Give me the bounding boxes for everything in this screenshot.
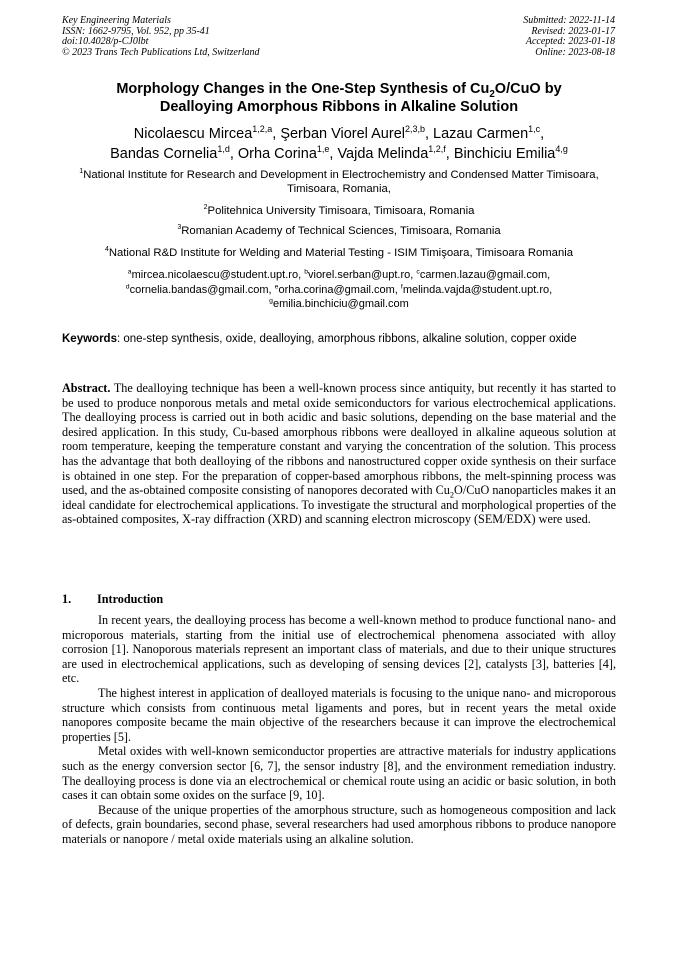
keywords [62,332,616,346]
section-heading [62,592,163,607]
email-link[interactable]: melinda.vajda@student.upt.ro [402,283,550,296]
section-title: Introduction [97,592,164,606]
paper-title: Morphology Changes in the One-Step Synthesis of $Cu_2O$/CuO by Dealloying Amorphous Ribbons in Alkaline Solution [116,81,562,115]
journal-header [62,16,260,58]
affiliation-4: $^4$National R&D Institute for Welding and Material Testing - ISIM Timişoara, Timisoara Romania [104,246,574,259]
paragraph: Metal oxides with well-known semiconductor properties are attractive materials for industry applications such as the energy conversion sector [6, 7], the sensor industry [8], and the environment remediation industry. The dealloying process is done via an electrochemical or chemical route using an acidic or basic solution, in both cases it can obtain some oxides on the surface [9, 10]. [62,744,616,803]
keywords-label: Keywords [62,333,117,345]
keywords-text: : one-step synthesis, oxide, dealloying, amorphous ribbons, alkaline solution, copper oxide [116,333,577,345]
journal-copyright: © 2023 Trans Tech Publications Ltd, Switzerland [62,46,260,58]
journal-issn: ISSN: 1662-9795, Vol. 952, pp 35-41 [62,25,210,37]
email-link[interactable]: mircea.nicolaescu@student.upt.ro [131,269,299,281]
author: Şerban Viorel Aurel [280,126,405,142]
date-revised: Revised: 2023-01-17 [531,25,615,37]
abstract: Abstract. The dealloying technique has been a well-known process since antiquity, but recently it has started to be used to produce nonporous metals and metal oxide semiconductors for various electrochemical applications. The dealloying process is carried out in both acidic and basic solutions, depending on the base material and the desired application. In this study, Cu-based amorphous ribbons were dealloyed in alkaline aqueous solution at room temperature, keeping the temperature constant and varying the concentration of the solution. This process has the advantage that both dealloying of the ribbons and nanostructured copper oxide synthesis on their surface is obtained in one step. For the preparation of copper-based amorphous ribbons, the melt-spinning process was used, and the as-obtained composite consisting of nanopores decorated with $Cu_2O$/CuO nanoparticles makes it an ideal candidate for electrochemical applications. To investigate the structural and morphological properties of the as-obtained composites, X-ray diffraction (XRD) and scanning electron microscopy (SEM/EDX) were used. [62,381,616,527]
paragraph: In recent years, the dealloying process has become a well-known method to produce functional nano- and microporous materials, starting from the initial use of electrochemical phenomena associated with alloy corrosion [1]. Nanoporous materials represent an important class of materials, and due to their unique structures are used in electrochemical applications, such as developing of sensing devices [2], catalysts [3], batteries [4], etc. [62,613,616,686]
author-list: Nicolaescu Mircea$^{1,2,a}$, Şerban Viorel Aurel$^{2,3,b}$, Lazau Carmen$^{1,c}$, Bandas Cornelia$^{1,d}$, Orha Corina$^{1,e}$, Vajda Melinda$^{1,2,f}$, Binchiciu Emilia$^{4,g}$ [110,124,568,162]
email-link[interactable]: carmen.lazau@gmail.com [419,269,548,281]
affiliation-2: $^2$Politehnica University Timisoara, Timisoara, Romania [203,204,475,217]
author: Orha Corina [237,146,317,162]
date-submitted: Submitted: 2022-11-14 [523,15,615,26]
email-link[interactable]: cornelia.bandas@gmail.com [129,283,269,296]
email-link[interactable]: orha.corina@gmail.com [278,283,395,296]
author: Bandas Cornelia [110,146,218,162]
paragraph: Because of the unique properties of the amorphous structure, such as homogeneous composition and lack of defects, grain boundaries, second phase, several researchers had used amorphous ribbons to produce nanopore materials or nanopore / metal oxide materials using an alkaline solution. [62,802,616,846]
journal-name: Key Engineering Materials [62,15,171,26]
abstract-label: Abstract. [62,381,111,395]
body-text [62,613,616,847]
author: Nicolaescu Mircea [133,126,253,142]
affiliation-1: $^1$National Institute for Research and Development in Electrochemistry and Condensed Matter Timisoara, Timisoara, Romania, [79,168,599,195]
affiliation-3: $^3$Romanian Academy of Technical Sciences, Timisoara, Romania [177,224,501,237]
paragraph: The highest interest in application of dealloyed materials is focusing to the unique nano- and microporous structure which consists from continuous metal ligaments and pores, but in recent years the metal oxide nanopores composite became the main objective of the researchers because it can improve the electrochemical properties [5]. [62,685,616,744]
journal-doi: doi:10.4028/p-CJ0lbt [62,36,149,47]
dates-header [523,16,615,58]
author: Lazau Carmen [433,126,529,142]
email-link[interactable]: emilia.binchiciu@gmail.com [272,298,409,310]
date-online: Online: 2023-08-18 [535,46,615,58]
author: Vajda Melinda [337,146,429,162]
email-link[interactable]: viorel.serban@upt.ro [308,269,411,281]
author: Binchiciu Emilia [453,146,556,162]
date-accepted: Accepted: 2023-01-18 [525,36,615,47]
section-number: 1. [62,592,72,606]
email-list: $^a$mircea.nicolaescu@student.upt.ro, $^b$viorel.serban@upt.ro, $^c$carmen.lazau@gmail.com, $^d$cornelia.bandas@gmail.com, $^e$orha.corina@gmail.com, $^f$melinda.vajda@student.upt.ro, $^g$emilia.binchiciu@gmail.com [125,268,553,310]
